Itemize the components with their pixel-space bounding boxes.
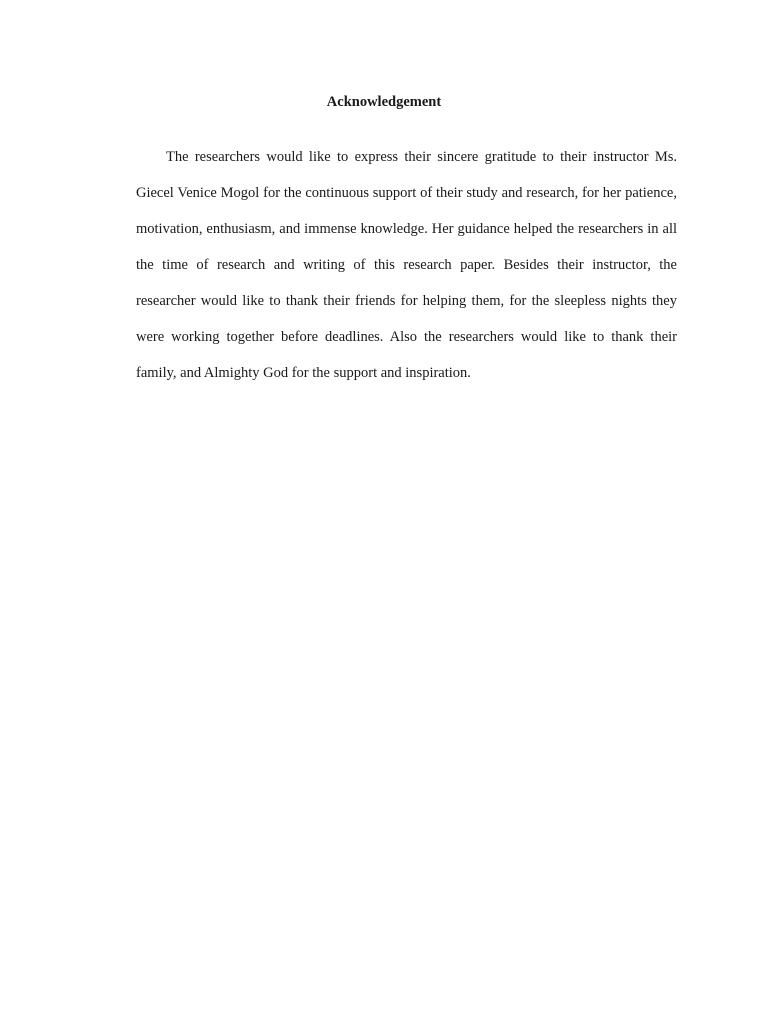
acknowledgement-paragraph: The researchers would like to express their sincere gratitude to their instructor Ms. Giecel Venice Mogol for the continuous support of their study and research, for her patience, motivation, enthusiasm, and immense knowledge. Her guidance helped the researchers in all the time of research and writing of this research paper. Besides their instructor, the researcher would like to thank their friends for helping them, for the sleepless nights they were working together before deadlines. Also the researchers would like to thank their family, and Almighty God for the support and inspiration.	[136, 149, 677, 381]
page-title: Acknowledgement	[326, 94, 442, 110]
